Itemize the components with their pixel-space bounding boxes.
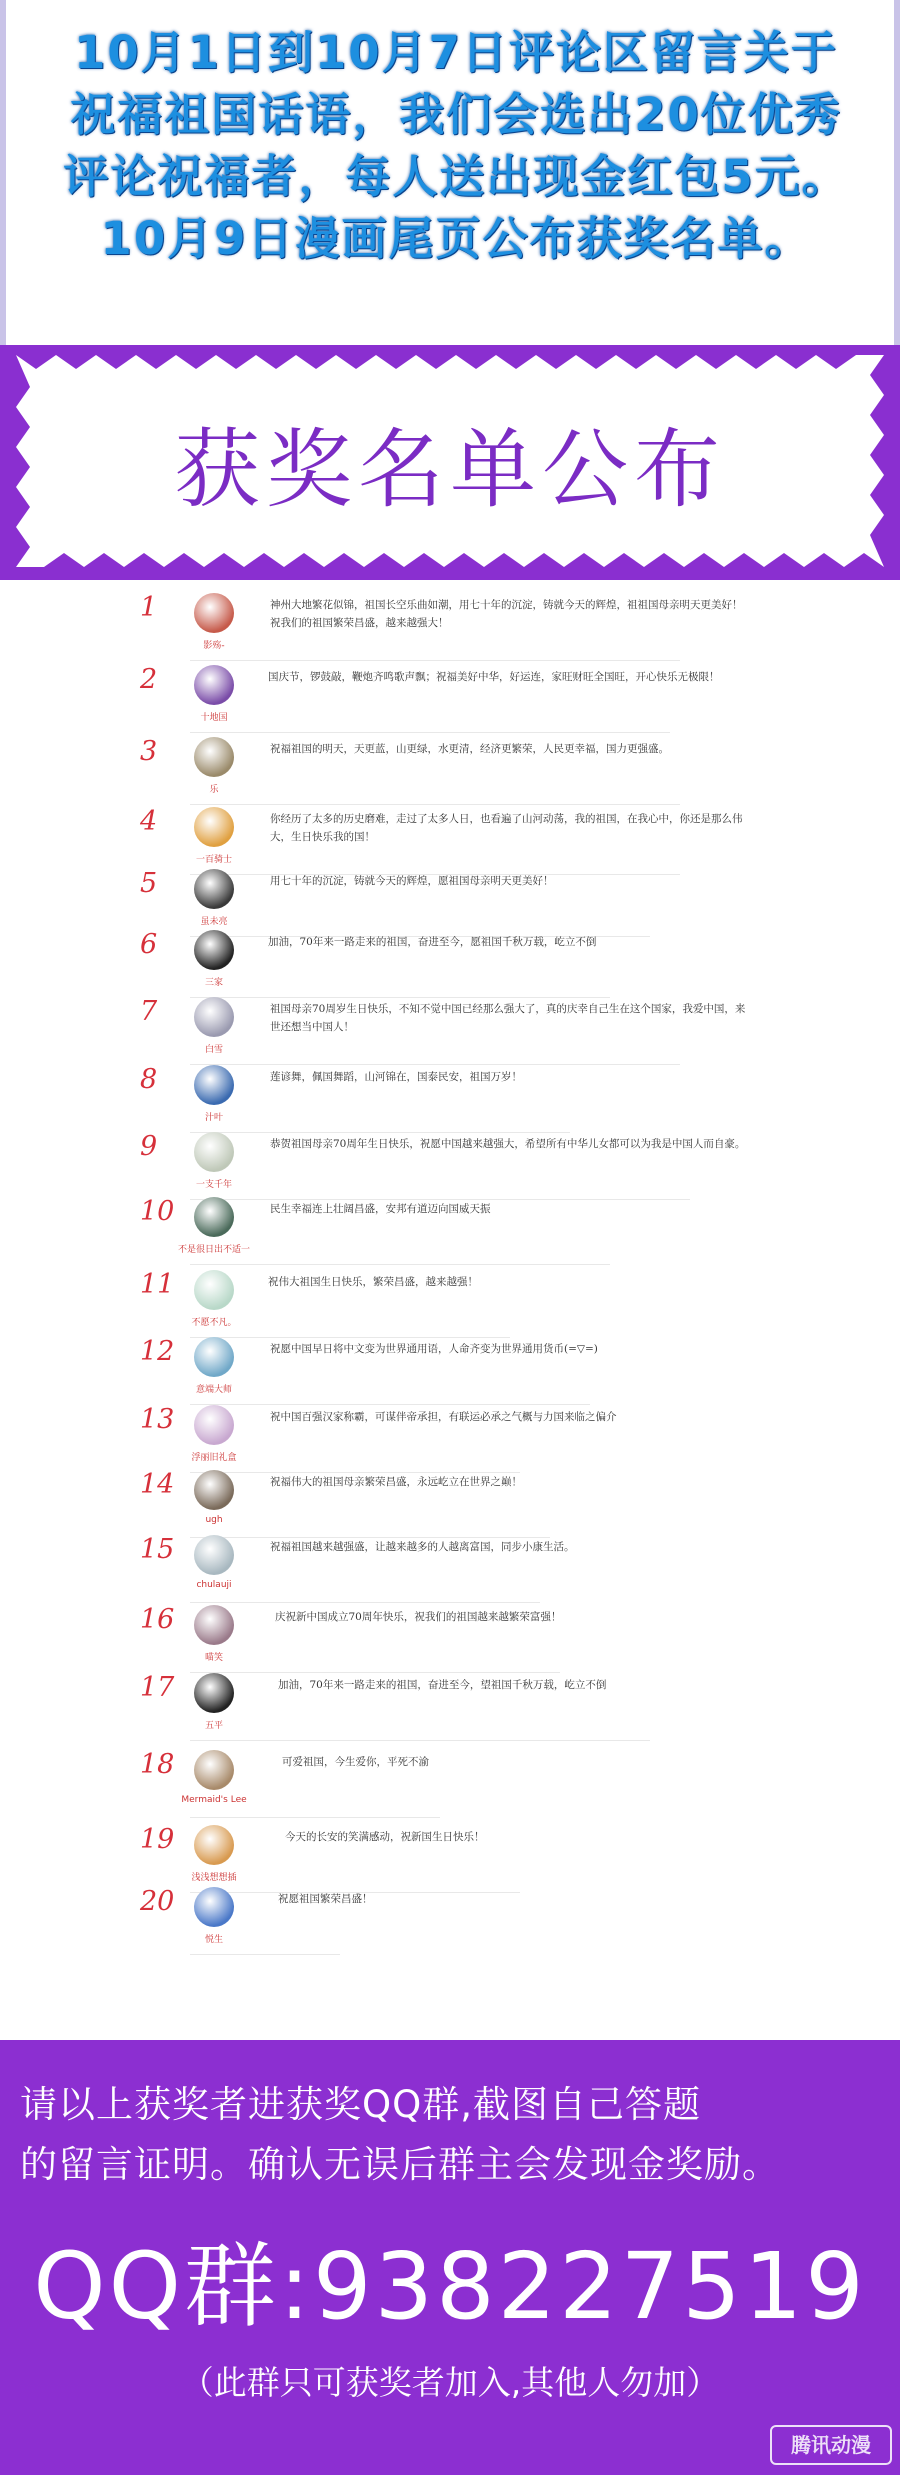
announcement-line: 祝福祖国话语，我们会选出20位优秀 <box>70 88 842 141</box>
rank-number: 2 <box>140 664 158 695</box>
table-row <box>0 1265 900 1338</box>
winner-list <box>0 580 900 2040</box>
table-row <box>0 1530 900 1603</box>
comment-text: 加油，70年来一路走来的祖国，奋进至今，愿祖国千秋万载，屹立不倒 <box>268 936 597 948</box>
watermark-logo: 腾讯动漫 <box>770 2425 892 2465</box>
username[interactable]: 虽未亮 <box>200 917 228 927</box>
avatar[interactable] <box>194 1673 234 1713</box>
username[interactable]: 影殇- <box>203 641 225 651</box>
username[interactable]: ugh <box>205 1515 223 1525</box>
table-row <box>0 992 900 1065</box>
table-row <box>0 1882 900 1955</box>
row-divider <box>190 1817 440 1818</box>
avatar[interactable] <box>194 807 234 847</box>
comment-text: 恭贺祖国母亲70周年生日快乐，祝愿中国越来越强大，希望所有中华儿女都可以为我是中国人而自豪。 <box>270 1138 746 1150</box>
comment-text: 用七十年的沉淀，铸就今天的辉煌，愿祖国母亲明天更美好！ <box>270 875 554 887</box>
table-row <box>0 1192 900 1265</box>
comment-text: 今天的长安的笑满感动，祝新国生日快乐！ <box>285 1831 485 1843</box>
rank-number: 18 <box>140 1749 175 1780</box>
banner-title: 获奖名单公布 <box>174 420 726 520</box>
rank-number: 7 <box>140 996 158 1027</box>
avatar[interactable] <box>194 1470 234 1510</box>
comment-text: 祝福祖国的明天，天更蓝，山更绿，水更清，经济更繁荣，人民更幸福，国力更强盛。 <box>270 743 669 755</box>
rank-number: 19 <box>140 1824 175 1855</box>
username[interactable]: 浮丽旧礼盒 <box>191 1453 237 1463</box>
comment-text: 民生幸福连上壮阔昌盛，安邦有道迈向国威天振 <box>270 1203 491 1215</box>
table-row <box>0 660 900 733</box>
table-row <box>0 732 900 805</box>
username[interactable]: chulauji <box>196 1580 232 1590</box>
avatar[interactable] <box>194 1405 234 1445</box>
username[interactable]: 一支千年 <box>195 1180 232 1190</box>
avatar[interactable] <box>194 1887 234 1927</box>
comment-text: 祝愿祖国繁荣昌盛！ <box>278 1893 373 1905</box>
username[interactable]: 意端大师 <box>195 1385 232 1395</box>
username[interactable]: 不愿不凡。 <box>191 1318 237 1328</box>
avatar[interactable] <box>194 1535 234 1575</box>
table-row <box>0 925 900 998</box>
table-row <box>0 588 900 661</box>
rank-number: 6 <box>140 929 158 960</box>
comment-text: 加油，70年来一路走来的祖国，奋进至今，望祖国千秋万载，屹立不倒 <box>278 1679 607 1691</box>
avatar[interactable] <box>194 1337 234 1377</box>
rank-number: 14 <box>140 1469 175 1500</box>
username[interactable]: 白雪 <box>204 1045 223 1055</box>
table-row <box>0 1127 900 1200</box>
row-divider <box>190 1740 650 1741</box>
avatar[interactable] <box>194 1750 234 1790</box>
username[interactable]: 不是很日出不适一 <box>177 1245 250 1255</box>
rank-number: 20 <box>140 1886 175 1917</box>
table-row <box>0 1332 900 1405</box>
announcement-header <box>0 0 900 345</box>
rank-number: 8 <box>140 1064 158 1095</box>
comment-text: 祝愿中国早日将中文变为世界通用语，人命齐变为世界通用货币(=▽=) <box>270 1343 598 1355</box>
rank-number: 9 <box>140 1131 158 1162</box>
rank-number: 15 <box>140 1534 175 1565</box>
rank-number: 10 <box>140 1196 175 1227</box>
username[interactable]: 一百骑士 <box>195 855 232 865</box>
comment-text: 祝伟大祖国生日快乐，繁荣昌盛，越来越强！ <box>268 1276 478 1288</box>
avatar[interactable] <box>194 869 234 909</box>
avatar[interactable] <box>194 737 234 777</box>
table-row <box>0 1600 900 1673</box>
instruction-line-2: 的留言证明。确认无误后群主会发现金奖励。 <box>20 2143 780 2186</box>
table-row <box>0 1668 900 1741</box>
username[interactable]: 乐 <box>209 785 219 795</box>
username[interactable]: 五平 <box>204 1721 223 1731</box>
rank-number: 5 <box>140 868 158 899</box>
comment-text: 庆祝新中国成立70周年快乐，祝我们的祖国越来越繁荣富强！ <box>275 1611 562 1623</box>
username[interactable]: 十地国 <box>200 713 228 723</box>
username[interactable]: 喵笑 <box>204 1653 223 1663</box>
rank-number: 13 <box>140 1404 175 1435</box>
avatar[interactable] <box>194 1132 234 1172</box>
username[interactable]: 汁叶 <box>204 1113 223 1123</box>
avatar[interactable] <box>194 593 234 633</box>
table-row <box>0 1060 900 1133</box>
comment-text: 神州大地繁花似锦，祖国长空乐曲如潮，用七十年的沉淀，铸就今天的辉煌，祖祖国母亲明天更美好！祝我们的祖国繁荣昌盛，越来越强大！ <box>270 599 743 629</box>
qq-group-number: QQ群:938227519 <box>33 2233 867 2340</box>
avatar[interactable] <box>194 1605 234 1645</box>
rank-number: 4 <box>140 806 158 837</box>
table-row <box>0 1465 900 1538</box>
avatar[interactable] <box>194 1825 234 1865</box>
rank-number: 3 <box>140 736 158 767</box>
avatar[interactable] <box>194 1197 234 1237</box>
username[interactable]: Mermaid's Lee <box>181 1795 247 1805</box>
instruction-line-1: 请以上获奖者进获奖QQ群,截图自己答题 <box>20 2083 702 2126</box>
announcement-text <box>16 22 896 270</box>
avatar[interactable] <box>194 1270 234 1310</box>
comment-text: 莲谚舞，佩国舞蹈，山河锦在，国泰民安，祖国万岁！ <box>270 1071 522 1083</box>
join-note: （此群只可获奖者加入,其他人勿加） <box>180 2363 720 2402</box>
username[interactable]: 浅浅想想插 <box>191 1873 237 1883</box>
avatar[interactable] <box>194 1065 234 1105</box>
rank-number: 12 <box>140 1336 175 1367</box>
comment-text: 祝福祖国越来越强盛，让越来越多的人越离富国，同步小康生活。 <box>270 1541 575 1553</box>
comment-text: 你经历了太多的历史磨难，走过了太多人日，也看遍了山河动荡，我的祖国，在我心中，你还是那么伟大，生日快乐我的国！ <box>270 813 743 843</box>
avatar[interactable] <box>194 665 234 705</box>
avatar[interactable] <box>194 930 234 970</box>
rank-number: 1 <box>140 592 158 623</box>
row-divider <box>190 1954 340 1955</box>
comment-text: 祝福伟大的祖国母亲繁荣昌盛，永远屹立在世界之巅！ <box>270 1476 522 1488</box>
rank-number: 17 <box>140 1672 175 1703</box>
comment-text: 可爱祖国，今生爱你，平死不渝 <box>282 1756 429 1768</box>
comment-text: 祝中国百强汉家称霸，可谋伴帝承担，有联运必承之气概与力国来临之偏介 <box>270 1411 617 1423</box>
rank-number: 11 <box>140 1269 175 1300</box>
table-row <box>0 1400 900 1473</box>
comment-text: 国庆节，锣鼓敲，鞭炮齐鸣歌声飘；祝福美好中华，好运连，家旺财旺全国旺，开心快乐无极限！ <box>268 671 720 683</box>
announcement-line: 10月1日到10月7日评论区留言关于 <box>74 26 838 79</box>
username[interactable]: 悦生 <box>204 1935 223 1945</box>
rank-number: 16 <box>140 1604 175 1635</box>
table-row <box>0 1745 900 1818</box>
announcement-line: 10月9日漫画尾页公布获奖名单。 <box>100 212 812 265</box>
comment-text: 祖国母亲70周岁生日快乐，不知不觉中国已经那么强大了，真的庆幸自己生在这个国家，我爱中国，来世还想当中国人！ <box>270 1003 746 1033</box>
announcement-line: 评论祝福者，每人送出现金红包5元。 <box>63 150 849 203</box>
avatar[interactable] <box>194 997 234 1037</box>
username[interactable]: 三家 <box>204 978 223 988</box>
